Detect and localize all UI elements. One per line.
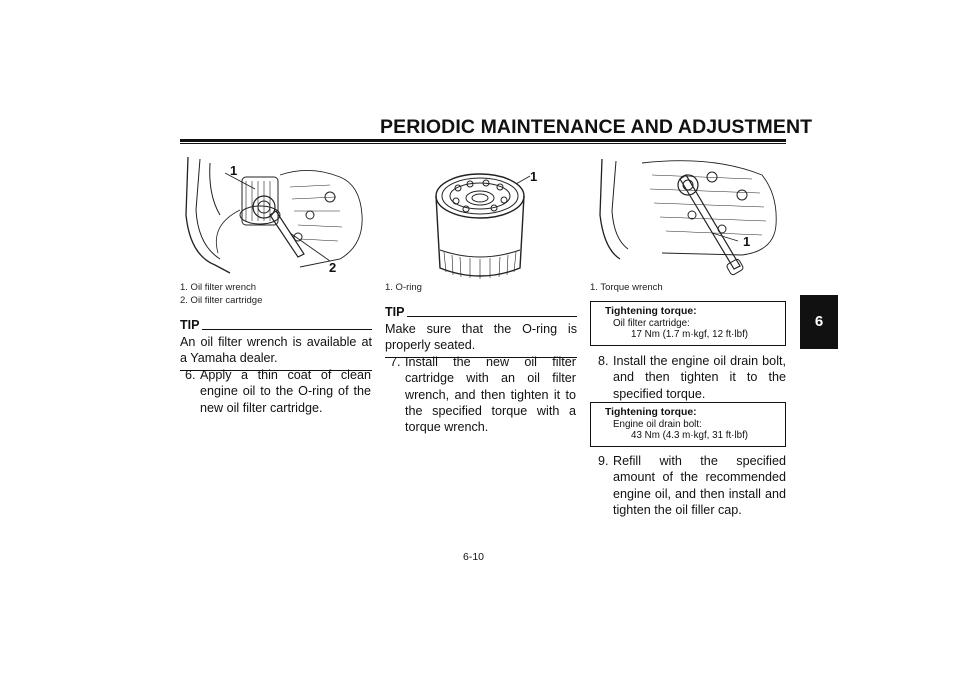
tip-note xyxy=(385,305,577,358)
torque-label: Tightening torque: xyxy=(605,306,697,317)
tip-text: An oil filter wrench is available at a Yamaha dealer. xyxy=(180,335,372,366)
tip-label: TIP xyxy=(385,305,405,319)
step-text: Install the new oil filter cartridge with an oil filter wrench, and then tighten it to the specified torque with a torque wrench. xyxy=(405,355,576,435)
tip-label: TIP xyxy=(180,318,200,332)
page-title: PERIODIC MAINTENANCE AND ADJUSTMENT xyxy=(380,116,813,138)
page-number: 6-10 xyxy=(463,551,485,563)
step-item xyxy=(390,354,576,435)
figure-oil-filter-wrench xyxy=(180,155,370,280)
callout-1: 1 xyxy=(743,234,751,249)
figure-torque-wrench xyxy=(592,155,782,280)
step-number: 9. xyxy=(598,454,609,468)
callout-1: 1 xyxy=(530,169,538,184)
torque-value: 17 Nm (1.7 m·kgf, 12 ft·lbf) xyxy=(631,329,749,341)
tip-text: Make sure that the O-ring is properly seated. xyxy=(385,322,577,353)
header-rule-thin xyxy=(180,143,786,144)
torque-item: Oil filter cartridge: xyxy=(613,317,690,329)
figure-oil-filter-cartridge xyxy=(420,158,550,288)
step-item xyxy=(185,367,371,417)
tip-note xyxy=(180,318,372,371)
figure-caption: 2. Oil filter cartridge xyxy=(180,295,263,306)
step-number: 8. xyxy=(598,354,609,368)
figure-caption: 1. O-ring xyxy=(385,282,422,293)
torque-label: Tightening torque: xyxy=(605,407,697,418)
step-number: 7. xyxy=(390,355,401,369)
torque-spec-box xyxy=(590,402,786,447)
callout-2: 2 xyxy=(329,260,337,275)
header-rule xyxy=(180,139,786,142)
figure-caption: 1. Oil filter wrench xyxy=(180,282,257,293)
tip-rule xyxy=(407,316,577,317)
callout-1: 1 xyxy=(230,163,238,178)
torque-spec-box xyxy=(590,301,786,346)
torque-item: Engine oil drain bolt: xyxy=(613,418,702,430)
chapter-tab: 6 xyxy=(800,295,838,349)
tip-rule xyxy=(202,329,372,330)
step-item xyxy=(598,453,786,519)
step-text: Apply a thin coat of clean engine oil to the O-ring of the new oil filter cartridge. xyxy=(200,368,371,415)
figure-caption: 1. Torque wrench xyxy=(590,282,663,293)
step-text: Install the engine oil drain bolt, and then tighten it to the specified torque. xyxy=(613,354,786,401)
torque-value: 43 Nm (4.3 m·kgf, 31 ft·lbf) xyxy=(631,430,749,442)
step-item xyxy=(598,353,786,403)
step-text: Refill with the specified amount of the recommended engine oil, and then install and tighten the oil filler cap. xyxy=(613,454,786,517)
step-number: 6. xyxy=(185,368,196,382)
